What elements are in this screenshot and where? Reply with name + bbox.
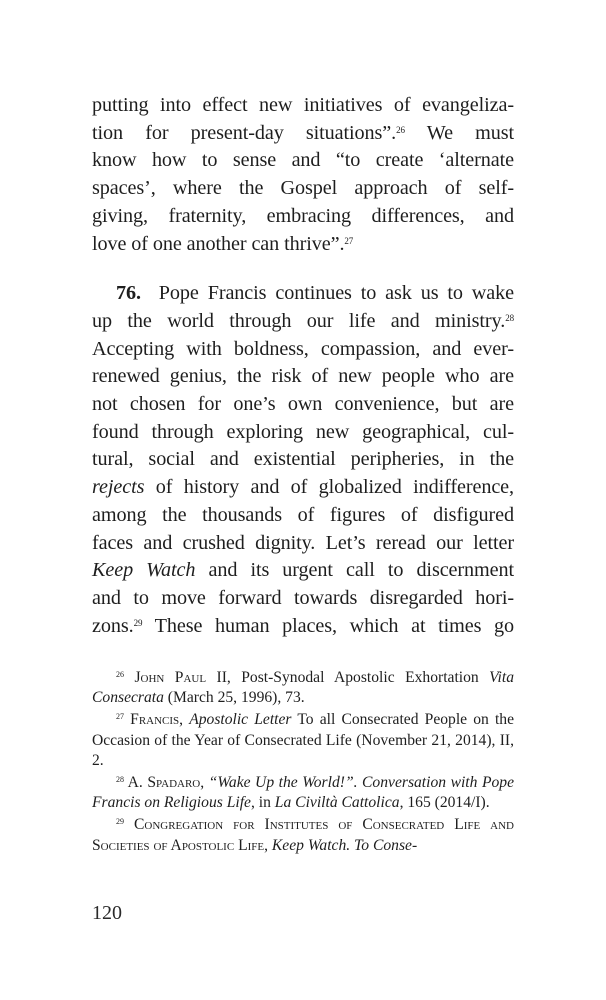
page-body bbox=[92, 92, 514, 640]
text-line: not chosen for one’s own convenience, but are bbox=[92, 393, 514, 416]
footnote-29: $^{29}$ Congregation for Institutes of Consecrated Life and Societies of Apostolic Life, Keep Watch. To Conse- bbox=[92, 816, 515, 854]
text-line: faces and crushed dignity. Let’s reread our letter bbox=[92, 531, 514, 554]
footnote-ref-29[interactable]: 29 bbox=[133, 617, 143, 628]
footnote-28: $^{28}$ A. Spadaro, “Wake Up the World!”. Conversation with Pope Francis on Religious Life, in La Civiltà Cattolica, 165 (2014/I). bbox=[92, 774, 514, 812]
paragraph-spacer bbox=[92, 258, 514, 280]
paragraph-76 bbox=[92, 280, 514, 640]
paragraph-continuation bbox=[92, 92, 514, 258]
footnotes bbox=[92, 668, 514, 858]
footnote-27: $^{27}$ Francis, Apostolic Letter To all Consecrated People on the Occasion of the Year of Consecrated Life (November 21, 2014), II, 2. bbox=[92, 711, 515, 769]
text-line: found through exploring new geographical, cul- bbox=[92, 420, 514, 443]
text-line: Keep Watch and its urgent call to discernment bbox=[92, 559, 515, 582]
text-line: tural, social and existential peripheries, in the bbox=[92, 448, 514, 471]
text-line: up the world through our life and ministry.$^{28}$ bbox=[92, 309, 514, 332]
text-line: 76. Pope Francis continues to ask us to wake bbox=[116, 282, 514, 305]
text-line: zons.$^{29}$ These human places, which at times go bbox=[92, 614, 514, 637]
text-line: Accepting with boldness, compassion, and ever- bbox=[92, 337, 514, 360]
text-line: giving, fraternity, embracing differences, and bbox=[92, 204, 514, 227]
text-line: love of one another can thrive”.$^{27}$ bbox=[92, 232, 354, 255]
text-line: know how to sense and “to create ‘alternate bbox=[92, 149, 514, 172]
footnote-ref-27[interactable]: 27 bbox=[344, 235, 354, 246]
text-line: and to move forward towards disregarded hori- bbox=[92, 586, 514, 609]
footnote-ref-26[interactable]: 26 bbox=[396, 124, 405, 135]
text-line: spaces’, where the Gospel approach of self- bbox=[92, 177, 514, 200]
text-line: among the thousands of figures of disfigured bbox=[92, 503, 514, 526]
footnote-26: $^{26}$ John Paul II, Post-Synodal Apostolic Exhortation Vita Consecrata (March 25, 1996), 73. bbox=[92, 669, 514, 707]
footnote-ref-28[interactable]: 28 bbox=[505, 312, 514, 323]
text-line: putting into effect new initiatives of evangeliza- bbox=[92, 94, 514, 116]
paragraph-number: 76. bbox=[116, 282, 141, 305]
text-line: rejects of history and of globalized indifference, bbox=[92, 476, 514, 499]
italic-keep-watch: Keep Watch bbox=[92, 559, 196, 582]
italic-rejects: rejects bbox=[92, 476, 145, 499]
text-line: tion for present-day situations”.$^{26}$ We must bbox=[92, 121, 514, 144]
page-number: 120 bbox=[92, 902, 122, 924]
text-line: renewed genius, the risk of new people who are bbox=[92, 365, 514, 388]
